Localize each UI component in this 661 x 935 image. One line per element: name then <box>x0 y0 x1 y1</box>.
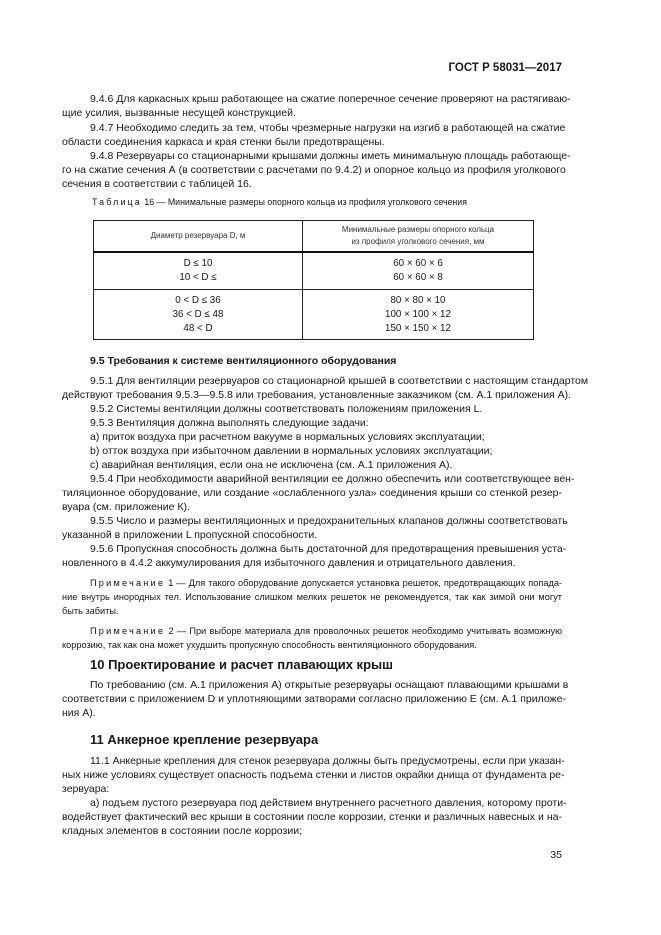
caption-label: Таблица <box>92 197 142 207</box>
note-1: Примечание 1 — Для такого оборудование допускается установка решеток, предотвращающих попада- <box>90 578 562 588</box>
paragraph-line: действуют требования 9.5.3—9.5.8 или требования, установленные заказчиком (см. А.1 приложения А). <box>62 389 572 401</box>
page-number: 35 <box>550 849 562 861</box>
paragraph-line: 9.5.1 Для вентиляции резервуаров со стационарной крышей в соответствии с настоящим стандартом <box>90 375 589 387</box>
list-item: с) аварийная вентиляция, если она не исключена (см. А.1 приложения А). <box>90 459 453 471</box>
list-item: а) приток воздуха при расчетном вакууме в нормальных условиях эксплуатации; <box>90 431 485 443</box>
cell-diameter: D ≤ 10 10 < D ≤ <box>94 252 303 290</box>
section-heading-10: 10 Проектирование и расчет плавающих крыш <box>90 657 393 672</box>
paragraph-line: 9.4.6 Для каркасных крыш работающее на сжатие поперечное сечение проверяют на растягиваю- <box>90 93 571 105</box>
table-row <box>94 252 534 290</box>
paragraph-line: указанной в приложении L пропускной способности. <box>62 529 318 541</box>
paragraph-line: го на сжатие сечения А (в соответствии с расчетами по 9.4.2) и опорное кольцо из профиля уголкового <box>62 164 566 176</box>
list-item: а) подъем пустого резервуара под действием внутреннего расчетного давления, которому проти- <box>90 797 567 809</box>
cell-diameter: 0 < D ≤ 36 36 < D ≤ 48 48 < D <box>94 290 303 340</box>
paragraph-line: ния А). <box>62 707 96 719</box>
paragraph-line: 9.5.4 При необходимости аварийной вентиляции ее должно обеспечить или соответствующее вен- <box>90 473 575 485</box>
list-item-line: водействует фактический вес крыши в состоянии после коррозии, стенки и различных навесных и на- <box>62 811 562 823</box>
note-line: коррозию, так как она может ухудшить пропускную способность вентиляционного оборудования. <box>62 640 477 650</box>
paragraph-line: зервуара: <box>62 783 110 795</box>
paragraph-line: 9.5.5 Число и размеры вентиляционных и предохранительных клапанов должны соответствовать <box>90 515 568 527</box>
paragraph-line: 11.1 Анкерные крепления для стенок резервуара должны быть предусмотрены, если при указан- <box>90 755 565 767</box>
paragraph-line: вуара (см. приложение К). <box>62 501 190 513</box>
list-item-line: кладных элементов в состоянии после коррозии; <box>62 825 302 837</box>
section-heading-9-5: 9.5 Требования к системе вентиляционного оборудования <box>90 355 397 367</box>
paragraph-line: 9.4.7 Необходимо следить за тем, чтобы чрезмерные нагрузки на изгиб в работающей на сжатие <box>90 122 566 134</box>
paragraph-line: сечения в соответствии с таблицей 16. <box>62 178 252 190</box>
paragraph-line: По требованию (см. А.1 приложения А) открытые резервуары оснащают плавающими крышами в <box>90 679 569 691</box>
paragraph-line: щие усилия, вызванные несущей конструкцией. <box>62 107 296 119</box>
paragraph-line: 9.5.3 Вентиляция должна выполнять следующие задачи: <box>90 417 369 429</box>
paragraph-line: новленного в 4.4.2 аккумулирования для избыточного давления и отрицательного давления. <box>62 557 516 569</box>
table-caption <box>92 197 467 207</box>
paragraph-line: соответствии с приложением D и уплотняющими затворами согласно приложению Е (см. А.1 приложе- <box>62 693 566 705</box>
note-line: быть забиты. <box>62 606 119 616</box>
note-line: ние внутрь инородных тел. Использование слишком мелких решеток не рекомендуется, так как зимой они могут <box>62 592 562 602</box>
document-header: ГОСТ Р 58031—2017 <box>448 62 562 74</box>
note-2: Примечание 2 — При выборе материала для проволочных решеток необходимо учитывать возможную <box>90 626 563 636</box>
list-item: b) отток воздуха при избыточном давлении в нормальных условиях эксплуатации; <box>90 445 493 457</box>
paragraph-line: тиляционное оборудование, или создание «ослабленного узла» соединения крыши со стенкой резер- <box>62 487 562 499</box>
paragraph-line: 9.5.6 Пропускная способность должна быть достаточной для предотвращения превышения уста- <box>90 543 567 555</box>
cell-size: 60 × 60 × 6 60 × 60 × 8 <box>303 252 534 290</box>
section-heading-11: 11 Анкерное крепление резервуара <box>90 732 319 747</box>
header-diameter: Диаметр резервуара D, м <box>94 221 303 253</box>
paragraph-line: ных ниже условиях существует опасность подъема стенки и листов окрайки днища от фундамента ре- <box>62 769 565 781</box>
paragraph-line: 9.5.2 Системы вентиляции должны соответствовать положениям приложения L. <box>90 403 483 415</box>
table-16 <box>93 220 534 340</box>
header-sizes: Минимальные размеры опорного кольца из профиля уголкового сечения, мм <box>303 221 534 253</box>
paragraph-line: области соединения каркаса и края стенки были предотвращены. <box>62 136 385 148</box>
caption-text: 16 — Минимальные размеры опорного кольца из профиля уголкового сечения <box>144 197 467 207</box>
paragraph-line: 9.4.8 Резервуары со стационарными крышами должны иметь минимальную площадь работающе- <box>90 150 571 162</box>
cell-size: 80 × 80 × 10 100 × 100 × 12 150 × 150 × 12 <box>303 290 534 340</box>
table-row <box>94 290 534 340</box>
